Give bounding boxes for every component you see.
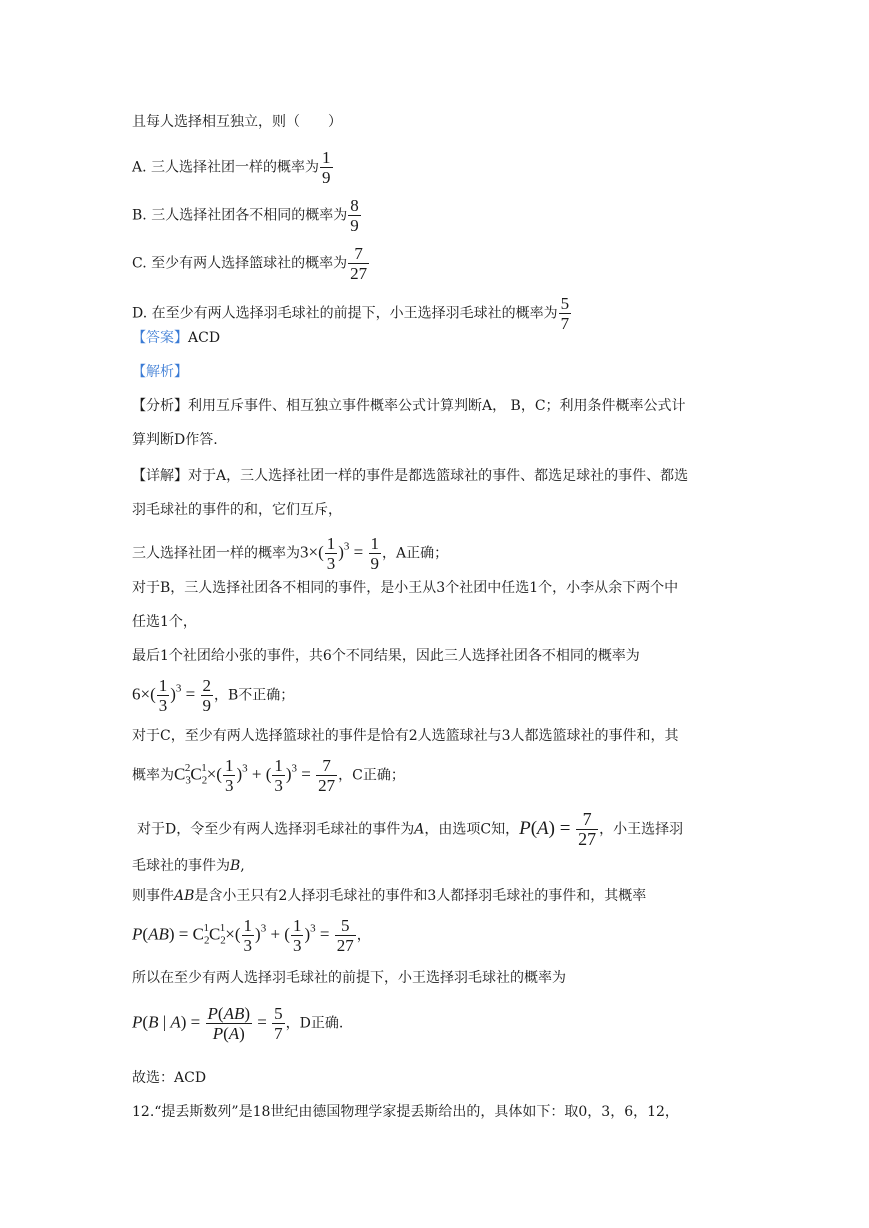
option-d-label: D. (132, 305, 148, 322)
answer-line (132, 328, 220, 348)
detail-line15: P(B | A) = $\frac{P(AB)}{P(A)}$ = $\frac{5}{7}$ ，D正确. (132, 1004, 344, 1043)
detail-line7: 6×( $\frac{1}{3}$ )$^3$ = $\frac{2}{9}$ ，B不正确； (132, 676, 295, 715)
question-12: 12.“提丢斯数列”是18世纪由德国物理学家提丢斯给出的，具体如下：取0，3，6，12， (132, 1104, 679, 1120)
question-tail: 且每人选择相互独立，则（ ） (132, 114, 342, 130)
option-c-text: 至少有两人选择篮球社的概率为 (151, 255, 348, 272)
detail-line12: 则事件AB是含小王只有2人择羽毛球社的事件和3人都择羽毛球社的事件和，其概率 (132, 888, 647, 904)
option-a-text: 三人选择社团一样的概率为 (151, 159, 320, 176)
option-c-label: C. (132, 255, 147, 272)
analysis-tag: 【解析】 (132, 364, 188, 380)
detail-line14: 所以在至少有两人选择羽毛球社的前提下，小王选择羽毛球社的概率为 (132, 970, 566, 986)
formula-pa: P(A) = $\frac{7}{27}$ (519, 809, 597, 849)
formula-a: 3×( $\frac{1}{3}$ )$^3$ = $\frac{1}{9}$ (300, 534, 380, 573)
option-d-text: 在至少有两人选择羽毛球社的前提下，小王选择羽毛球社的概率为 (151, 305, 558, 322)
option-b-fraction: $\frac{8}{9}$ (350, 196, 359, 235)
option-b (132, 196, 362, 235)
detail-line10: 对于D，令至少有两人选择羽毛球社的事件为A，由选项C知，P(A) = $\frac{7}{27}$ ，小王选择羽 (137, 809, 684, 849)
option-b-text: 三人选择社团各不相同的概率为 (151, 207, 348, 224)
answer-tag: 【答案】 (132, 330, 188, 346)
detail-line1: 【详解】对于A，三人选择社团一样的事件是都选篮球社的事件、都选足球社的事件、都选 (132, 468, 689, 484)
formula-b: 6×( $\frac{1}{3}$ )$^3$ = $\frac{2}{9}$ (132, 676, 212, 715)
option-a-label: A. (132, 159, 147, 176)
detail-line5: 任选1个， (132, 614, 197, 630)
option-a (132, 148, 334, 187)
detail-tag: 【详解】 (132, 468, 188, 484)
detail-line2: 羽毛球社的事件的和，它们互斥， (132, 502, 342, 518)
detail-line3: 三人选择社团一样的概率为3×( $\frac{1}{3}$ )$^3$ = $\frac{1}{9}$ ，A正确； (132, 534, 449, 573)
fenxi-line2: 算判断D作答. (132, 432, 218, 448)
detail-line11: 毛球社的事件为B, (132, 858, 245, 874)
conclusion: 故选：ACD (132, 1070, 207, 1086)
option-a-fraction: $\frac{1}{9}$ (322, 148, 331, 187)
formula-pba: P(B | A) = $\frac{P(AB)}{P(A)}$ = $\frac{5}{7}$ (132, 1004, 283, 1043)
detail-line13: $P(AB) = C_2^1C_2^1\times$( $\frac{1}{3}$ )$^3$ + ( $\frac{1}{3}$ )$^3$ = $\frac{5}{27}$ ， (132, 916, 371, 955)
answer-value: ACD (188, 330, 221, 346)
formula-pab: $P(AB) = C_2^1C_2^1\times$( $\frac{1}{3}$ )$^3$ + ( $\frac{1}{3}$ )$^3$ = $\frac{5}{27}$ (132, 916, 354, 955)
detail-line8: 对于C，至少有两人选择篮球社的事件是恰有2人选篮球社与3人都选篮球社的事件和，其 (132, 728, 679, 744)
option-b-label: B. (132, 207, 147, 224)
detail-line9: 概率为$C_3^2C_2^1\times$( $\frac{1}{3}$ )$^3$ + ( $\frac{1}{3}$ )$^3$ = $\frac{7}{27}$ ，C正确； (132, 756, 405, 795)
detail-line4: 对于B，三人选择社团各不相同的事件，是小王从3个社团中任选1个，小李从余下两个中 (132, 580, 679, 596)
option-c-fraction: $\frac{7}{27}$ (350, 244, 368, 283)
fenxi-line1: 【分析】利用互斥事件、相互独立事件概率公式计算判断A， B，C；利用条件概率公式计 (132, 398, 686, 414)
fenxi-tag: 【分析】 (132, 398, 188, 414)
option-d-fraction: $\frac{5}{7}$ (560, 294, 570, 333)
formula-c: $C_3^2C_2^1\times$( $\frac{1}{3}$ )$^3$ + ( $\frac{1}{3}$ )$^3$ = $\frac{7}{27}$ (174, 756, 336, 795)
option-c (132, 244, 370, 283)
detail-line6: 最后1个社团给小张的事件，共6个不同结果，因此三人选择社团各不相同的概率为 (132, 648, 640, 664)
